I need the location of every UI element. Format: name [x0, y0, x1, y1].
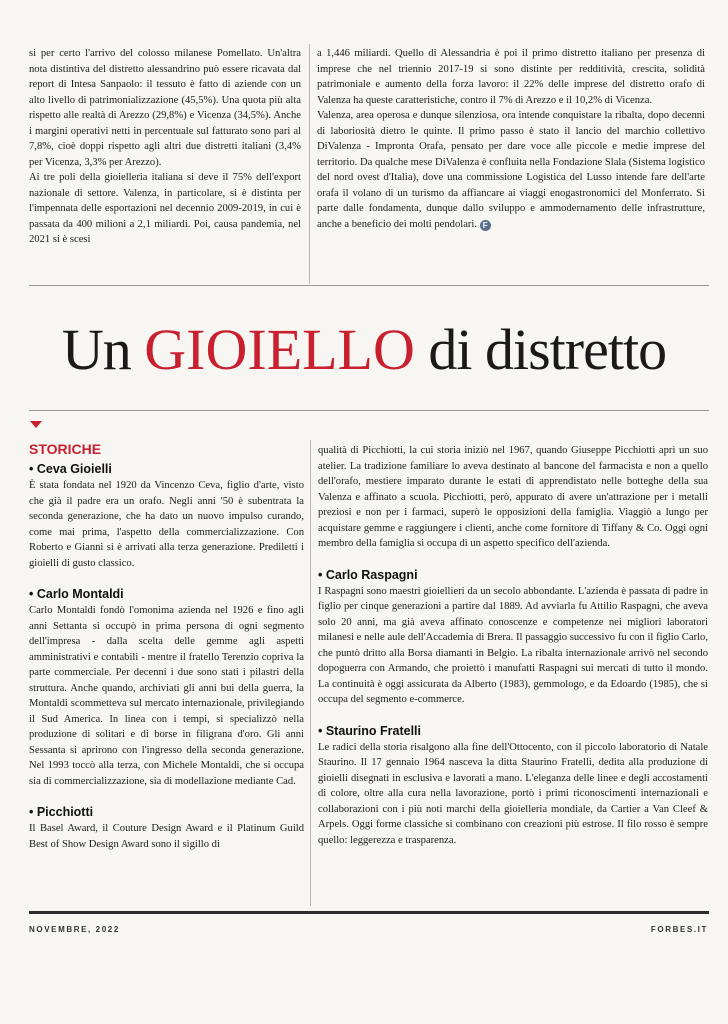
paragraph-text: Valenza, area operosa e dunque silenziosa, ora intende conquistare la ribalta, dopo decenni di laboriosità dietro le quinte. Il primo passo è stato il lancio del marchio collettivo DiValenza - Impronta Orafa, pensato per dare voce alle piccole e medie imprese del territorio. Da qualche mese DiValenza è confluita nella Fondazione Slala (Sistema logistico del nord ovest d'Italia), dove una commissione Logistica del Lusso intende fare dell'arte orafa il volano di un turismo da affiancare ai viaggi enogastronomici del Monferrato. Si parte dalle fondamenta, dunque dallo sviluppo e ammodernamento delle infrastrutture, anche a beneficio dei molti pendolari.: [317, 110, 705, 230]
headline-word-di-distretto: di distretto: [428, 317, 667, 382]
company-description: Il Basel Award, il Couture Design Award e il Platinum Guild Best of Show Design Award sono il sigillo di: [29, 823, 304, 850]
company-description: Le radici della storia risalgono alla fine dell'Ottocento, con il piccolo laboratorio di Natale Staurino. Il 17 gennaio 1964 nasceva la ditta Staurino Fratelli, dedita alla produzione di gioielli disegnati in esclusiva e lavorati a mano. L'eleganza delle linee e degli accostamenti di colore, oltre alla cura nella lavorazione, portò i primi riconoscimenti internazionali e collaborazioni con i più noti marchi della gioielleria mondiale, da Cartier a Van Cleef & Arpels. Oggi forme classiche si combinano con creazioni più estrose. Il filo rosso è sempre quello: leggerezza e trasparenza.: [318, 741, 708, 846]
paragraph: Ai tre poli della gioielleria italiana si deve il 75% dell'export nazionale di settore. Valenza, in particolare, si è distinta per l'impennata delle esportazioni nel decennio 2009-2019, in cui è passata da 400 milioni a 2,1 miliardi. Poi, causa pandemia, nel 2021 si è scesi: [29, 172, 301, 245]
column-divider: [310, 440, 311, 906]
company-name-carlo-raspagni: • Carlo Raspagni: [318, 567, 418, 582]
headline-word-un: Un: [61, 317, 131, 382]
section-label: STORICHE: [29, 441, 102, 457]
headline: [0, 316, 728, 383]
company-description: qualità di Picchiotti, la cui storia iniziò nel 1967, quando Giuseppe Picchiotti aprì un suo atelier. La tradizione familiare lo aveva destinato al bancone del farmacista e non a quello dell'orafo, mestiere imparato durante le estati di apprendistato nelle botteghe della sua Valenza e affinato a scuola. Picchiotti, però, appurato di avere un'attrazione per i metalli preziosi e non per i farmaci, superò le opposizioni della famiglia. Viaggiò a lungo per acquistare gemme e raggiungere i clienti, anche come fornitore di Tiffany & Co. Oggi ogni membro della famiglia si occupa di un aspetto specifico dell'azienda.: [318, 445, 708, 549]
headline-word-gioiello: GIOIELLO: [144, 317, 415, 382]
footer-date: NOVEMBRE, 2022: [29, 925, 120, 934]
paragraph: a 1,446 miliardi. Quello di Alessandria è poi il primo distretto italiano per presenza di imprese che nel triennio 2017-19 si sono distinte per redditività, crescita, solidità patrimoniale e aumento della forza lavoro: il 22% delle imprese del distretto orafo di Valenza ha queste caratteristiche, contro il 7% di Arezzo e il 10,2% di Vicenza.: [317, 48, 705, 106]
forbes-end-mark-icon: F: [480, 220, 491, 231]
storiche-right-column: [318, 443, 708, 848]
article-continuation-right-column: [317, 46, 705, 232]
column-divider: [309, 44, 310, 284]
red-triangle-marker-icon: [30, 421, 42, 428]
footer-rule: [29, 911, 709, 914]
paragraph: [317, 108, 705, 232]
company-name-staurino-fratelli: • Staurino Fratelli: [318, 723, 422, 738]
company-description: È stata fondata nel 1920 da Vincenzo Ceva, figlio d'arte, visto che già il padre era un orafo. Negli anni '50 è subentrata la seconda generazione, che ha dato un nuovo impulso curando, come mai prima, l'aspetto della commercializzazione. Con Roberto e Gianni si è arrivati alla terza generazione. Prediletti i gioielli di gusto classico.: [29, 480, 304, 569]
headline-divider: [29, 410, 709, 411]
footer-site: FORBES.IT: [650, 925, 708, 934]
company-description: Carlo Montaldi fondò l'omonima azienda nel 1926 e fino agli anni Settanta si occupò in prima persona di ogni segmento dell'impresa - dalla scelta delle gemme agli aspetti amministrativi e contabili - mentre il fratello Terenzio copriva la parte commerciale. Per decenni i due sono stati i pilastri della struttura. Anche quando, archiviati gli anni bui della guerra, la Montaldi scommetteva sul mercato internazionale, privilegiando il Sud America. In linea con i tempi, si specializzò nella produzione di solitari e di borse in filigrana d'oro. Gli anni Sessanta si aprirono con l'ingresso della seconda generazione. Nel 1993 toccò alla terza, con Michele Montaldi, che si occupa sia di commercializzazione, sia di modellazione mediante Cad.: [29, 605, 304, 787]
section-divider: [29, 285, 709, 286]
paragraph: si per certo l'arrivo del colosso milanese Pomellato. Un'altra nota distintiva del distretto alessandrino può essere ricavata dal report di Intesa Sanpaolo: il tessuto è fatto di aziende con un alto livello di patrimonializzazione (45,5%). Una quota più alta rispetto alle realtà di Arezzo (29,8%) e Vicenza (34,5%). Anche i margini operativi netti in percentuale sul fatturato sono pari al 7,8%, cioè doppi rispetto agli altri due distretti italiani (3,4% per Vicenza, 3,3% per Arezzo).: [29, 48, 301, 168]
company-description: I Raspagni sono maestri gioiellieri da un secolo abbondante. L'azienda è passata di padre in figlio per cinque generazioni a partire dal 1889. Ad avviarla fu Attilio Raspagni, che aveva solo 20 anni, ma già aveva affinato conoscenze e competenze nei migliori laboratori milanesi e nelle aule dell'Accademia di Brera. Il passaggio successivo fu con il figlio Carlo, che puntò dritto alla Borsa diamanti in Belgio. La ribalta internazionale arrivò nel secondo dopoguerra con Armando, che proiettò i manufatti Raspagni sui mercati di tutto il mondo. La continuità è oggi assicurata da Alberto (1983), gemmologo, e da Edoardo (1985), che si occupa del segmento e-commerce.: [318, 585, 708, 705]
company-name-carlo-montaldi: • Carlo Montaldi: [29, 587, 124, 601]
company-name-picchiotti: • Picchiotti: [29, 805, 94, 819]
storiche-left-column: [29, 460, 304, 852]
article-continuation-left-column: [29, 46, 301, 248]
company-name-ceva-gioielli: • Ceva Gioielli: [29, 462, 112, 476]
